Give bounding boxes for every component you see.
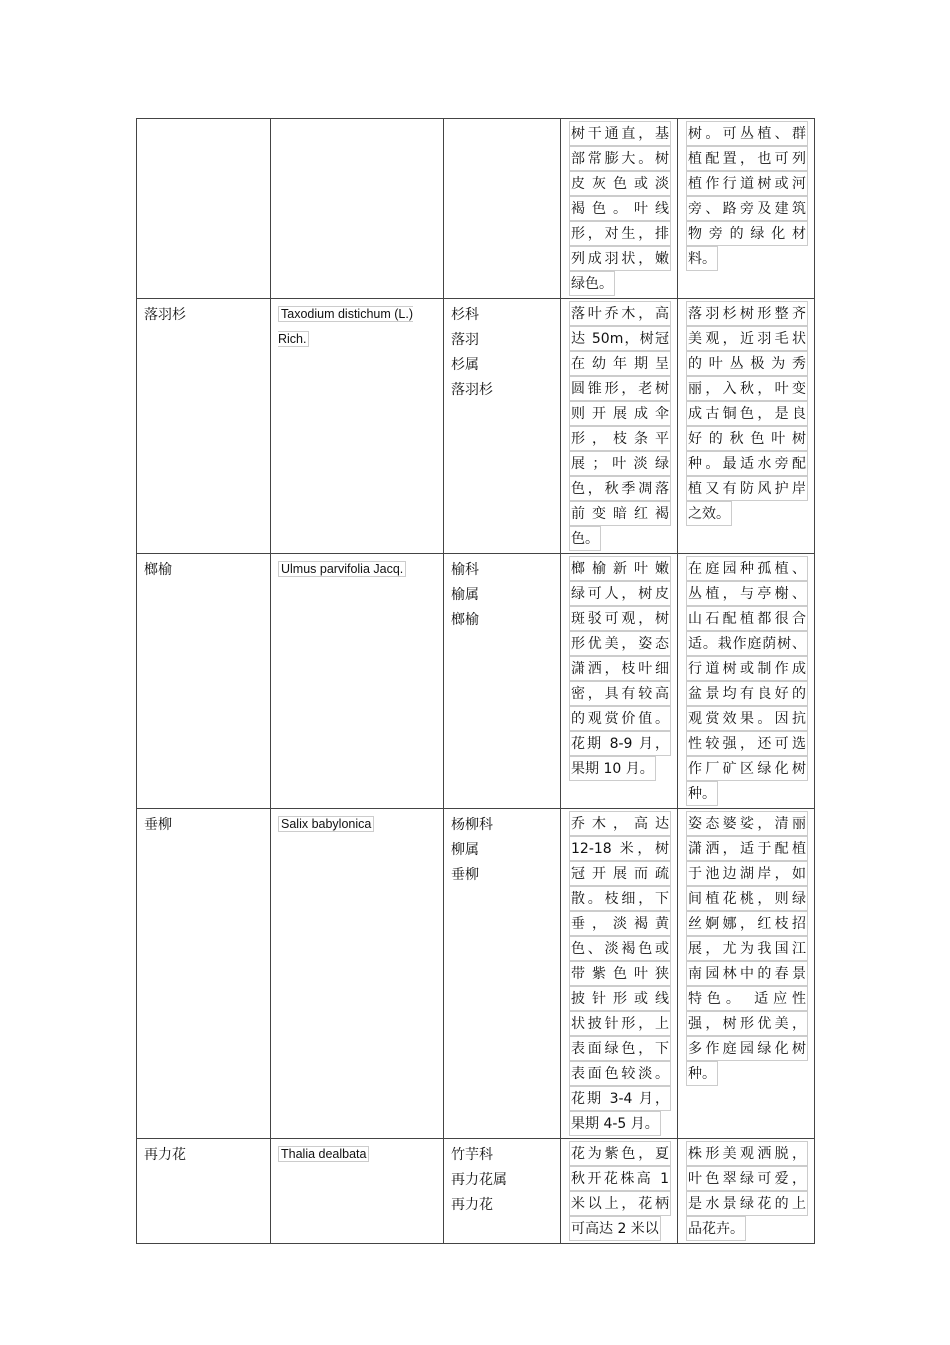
feature-line: 部常膨大。树 [569, 146, 671, 171]
usage-line: 山石配植都很合 [686, 606, 808, 631]
usage-line: 于池边湖岸，如 [686, 861, 808, 886]
feature-line: 秋开花株高 1 [569, 1166, 671, 1191]
feature-line: 形，对生，排 [569, 221, 671, 246]
taxonomy-line: 榆属 [451, 587, 479, 603]
feature-line: 色。 [569, 526, 601, 551]
usage-line: 料。 [686, 246, 718, 271]
feature-line: 12-18 米，树 [569, 836, 671, 861]
table-row [137, 119, 815, 299]
species-name-cell [137, 1139, 271, 1244]
features-cell [561, 809, 678, 1139]
usage-line: 南园林中的春景 [686, 961, 808, 986]
taxonomy-line: 垂柳 [451, 867, 479, 883]
taxonomy-line: 落羽杉 [451, 382, 493, 398]
usage-line: 树。可丛植、群 [686, 121, 808, 146]
features-cell [561, 299, 678, 554]
taxonomy-cell [444, 1139, 561, 1244]
usage-line: 株形美观洒脱， [686, 1141, 808, 1166]
feature-line: 斑驳可观，树 [569, 606, 671, 631]
feature-line: 冠 开 展 而 疏 [569, 861, 671, 886]
species-name: 榔榆 [144, 562, 172, 578]
usage-line: 行道树或制作成 [686, 656, 808, 681]
feature-line: 皮 灰 色 或 淡 [569, 171, 671, 196]
feature-line: 花期 8-9 月， [569, 731, 671, 756]
usage-line: 姿态婆娑，清丽 [686, 811, 808, 836]
usage-line: 物 旁 的 绿 化 材 [686, 221, 808, 246]
latin-name-text: Thalia dealbata [278, 1146, 369, 1162]
feature-line: 形 ， 枝 条 平 [569, 426, 671, 451]
usage-line: 在庭园种孤植、 [686, 556, 808, 581]
latin-name [271, 119, 443, 125]
usage-line: 之效。 [686, 501, 732, 526]
table-row [137, 299, 815, 554]
taxonomy-line: 榆科 [451, 562, 479, 578]
latin-name [271, 299, 443, 355]
usage-line: 美观，近羽毛状 [686, 326, 808, 351]
species-name: 再力花 [144, 1147, 186, 1163]
feature-line: 前 变 暗 红 褐 [569, 501, 671, 526]
latin-name-cell [271, 1139, 444, 1244]
usage-line: 作厂矿区绿化树 [686, 756, 808, 781]
usage-cell [678, 554, 815, 809]
usage-line: 盆景均有良好的 [686, 681, 808, 706]
table-row [137, 1139, 815, 1244]
usage-line: 特色。 适应性 [686, 986, 808, 1011]
feature-line: 榔 榆 新 叶 嫩 [569, 556, 671, 581]
feature-line: 达 50m，树冠 [569, 326, 671, 351]
usage-line: 间植花桃，则绿 [686, 886, 808, 911]
taxonomy-line: 再力花属 [451, 1172, 507, 1188]
feature-line: 则 开 展 成 伞 [569, 401, 671, 426]
table-body [137, 119, 815, 1244]
usage-line: 性较强，还可选 [686, 731, 808, 756]
usage-line: 展，尤为我国江 [686, 936, 808, 961]
usage-cell [678, 809, 815, 1139]
feature-line: 可高达 2 米以 [569, 1216, 661, 1241]
features-cell [561, 554, 678, 809]
usage-line: 强，树形优美， [686, 1011, 808, 1036]
usage-line: 品花卉。 [686, 1216, 746, 1241]
feature-line: 树干通直，基 [569, 121, 671, 146]
feature-line: 在 幼 年 期 呈 [569, 351, 671, 376]
feature-line: 果期 10 月。 [569, 756, 656, 781]
usage-line: 适。栽作庭荫树、 [686, 631, 808, 656]
feature-line: 绿可人，树皮 [569, 581, 671, 606]
species-name: 垂柳 [144, 817, 172, 833]
usage-line: 丛植，与亭榭、 [686, 581, 808, 606]
feature-line: 密，具有较高 [569, 681, 671, 706]
taxonomy-cell [444, 809, 561, 1139]
taxonomy-line: 再力花 [451, 1197, 493, 1213]
taxonomy-line: 竹芋科 [451, 1147, 493, 1163]
usage-line: 种。 [686, 1061, 718, 1086]
feature-line: 形优美，姿态 [569, 631, 671, 656]
taxonomy-line: 榔榆 [451, 612, 479, 628]
usage-line: 丽，入秋，叶变 [686, 376, 808, 401]
taxonomy-cell [444, 299, 561, 554]
usage-line: 的 叶 丛 极 为 秀 [686, 351, 808, 376]
feature-line: 落叶乔木，高 [569, 301, 671, 326]
species-name [137, 119, 270, 126]
feature-line: 圆锥形，老树 [569, 376, 671, 401]
usage-line: 观赏效果。因抗 [686, 706, 808, 731]
latin-name-cell [271, 554, 444, 809]
latin-name-text: Taxodium distichum (L.) Rich. [278, 307, 413, 346]
table-row [137, 809, 815, 1139]
features-cell [561, 119, 678, 299]
latin-name [271, 1139, 443, 1170]
taxonomy-line: 落羽 [451, 332, 479, 348]
usage-cell [678, 1139, 815, 1244]
usage-cell [678, 119, 815, 299]
usage-cell [678, 299, 815, 554]
table-row [137, 554, 815, 809]
usage-line: 旁、路旁及建筑 [686, 196, 808, 221]
feature-line: 色，秋季凋落 [569, 476, 671, 501]
feature-line: 表面色较淡。 [569, 1061, 671, 1086]
feature-line: 花为紫色，夏 [569, 1141, 671, 1166]
feature-line: 披 针 形 或 线 [569, 986, 671, 1011]
feature-line: 状披针形，上 [569, 1011, 671, 1036]
features-cell [561, 1139, 678, 1244]
feature-line: 列成羽状，嫩 [569, 246, 671, 271]
feature-line: 垂 ， 淡 褐 黄 [569, 911, 671, 936]
feature-line: 带 紫 色 叶 狭 [569, 961, 671, 986]
taxonomy-line: 杉科 [451, 307, 479, 323]
usage-line: 是水景绿花的上 [686, 1191, 808, 1216]
feature-line: 展 ； 叶 淡 绿 [569, 451, 671, 476]
feature-line: 褐 色 。 叶 线 [569, 196, 671, 221]
species-table [136, 118, 815, 1244]
feature-line: 散。枝细，下 [569, 886, 671, 911]
taxonomy-cell [444, 554, 561, 809]
feature-line: 的观赏价值。 [569, 706, 671, 731]
taxonomy-line: 柳属 [451, 842, 479, 858]
latin-name [271, 554, 443, 585]
usage-line: 种。 [686, 781, 718, 806]
taxonomy-line: 杨柳科 [451, 817, 493, 833]
species-name: 落羽杉 [144, 307, 186, 323]
usage-line: 多作庭园绿化树 [686, 1036, 808, 1061]
feature-line: 果期 4-5 月。 [569, 1111, 661, 1136]
latin-name-cell [271, 809, 444, 1139]
taxonomy-line: 杉属 [451, 357, 479, 373]
usage-line: 种。最适水旁配 [686, 451, 808, 476]
usage-line: 叶色翠绿可爱， [686, 1166, 808, 1191]
usage-line: 好 的 秋 色 叶 树 [686, 426, 808, 451]
usage-line: 植作行道树或河 [686, 171, 808, 196]
feature-line: 花期 3-4 月， [569, 1086, 671, 1111]
feature-line: 表面绿色，下 [569, 1036, 671, 1061]
feature-line: 色、淡褐色或 [569, 936, 671, 961]
latin-name-text: Salix babylonica [278, 816, 374, 832]
species-name-cell [137, 554, 271, 809]
usage-line: 植配置，也可列 [686, 146, 808, 171]
feature-line: 潇洒，枝叶细 [569, 656, 671, 681]
usage-line: 成古铜色，是良 [686, 401, 808, 426]
feature-line: 米以上，花柄 [569, 1191, 671, 1216]
species-name-cell [137, 299, 271, 554]
usage-line: 潇洒，适于配植 [686, 836, 808, 861]
feature-line: 绿色。 [569, 271, 615, 296]
usage-line: 落羽杉树形整齐 [686, 301, 808, 326]
latin-name-cell [271, 299, 444, 554]
latin-name-cell [271, 119, 444, 299]
latin-name [271, 809, 443, 840]
taxonomy-cell [444, 119, 561, 299]
usage-line: 植又有防风护岸 [686, 476, 808, 501]
species-name-cell [137, 119, 271, 299]
feature-line: 乔 木 ， 高 达 [569, 811, 671, 836]
species-name-cell [137, 809, 271, 1139]
usage-line: 丝婀娜，红枝招 [686, 911, 808, 936]
latin-name-text: Ulmus parvifolia Jacq. [278, 561, 406, 577]
